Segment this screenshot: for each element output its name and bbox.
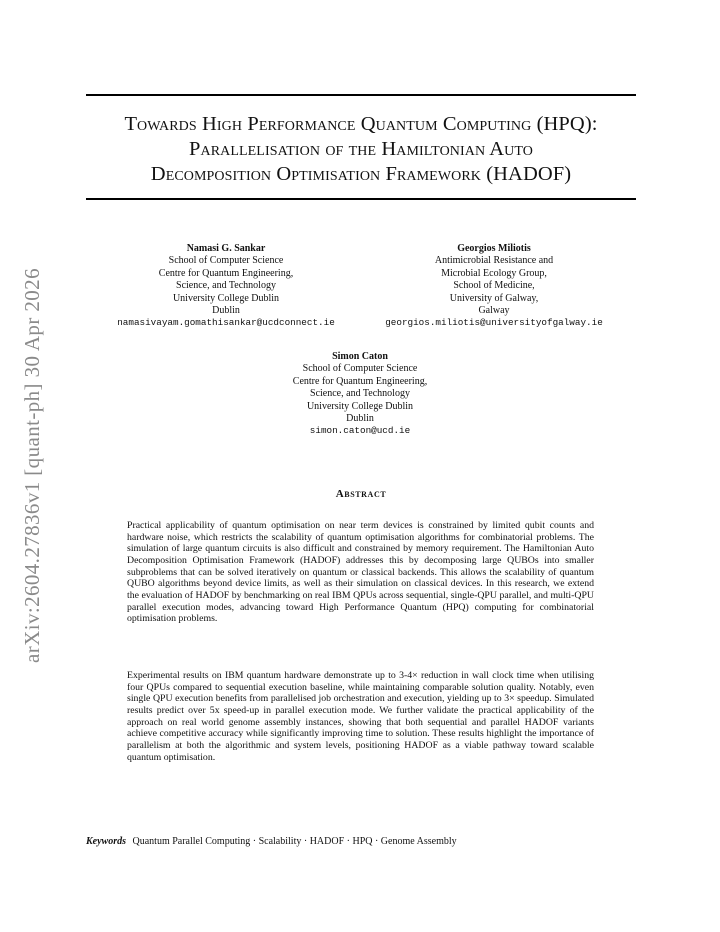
title-line-1: Towards High Performance Quantum Computing (HPQ): <box>124 113 598 135</box>
author-affiliation-line: Galway <box>478 305 510 317</box>
author-name: Simon Caton <box>332 351 388 362</box>
author-affiliation-line: School of Medicine, <box>453 280 535 292</box>
author-block-caton <box>230 351 490 438</box>
author-name: Namasi G. Sankar <box>186 243 266 254</box>
keywords-line <box>86 836 457 847</box>
author-affiliation-line: Centre for Quantum Engineering, <box>292 375 428 387</box>
author-affiliation-line: Centre for Quantum Engineering, <box>158 267 294 279</box>
author-affiliation-line: Dublin <box>346 413 374 425</box>
title-line-2: Parallelisation of the Hamiltonian Auto <box>188 138 533 160</box>
paper-title <box>86 112 636 187</box>
author-affiliation-line: Dublin <box>212 305 240 317</box>
keywords-label: Keywords <box>86 836 126 847</box>
author-affiliation-line: School of Computer Science <box>168 255 284 267</box>
abstract-heading: Abstract <box>335 488 387 500</box>
keywords-list: Quantum Parallel Computing · Scalability · HADOF · HPQ · Genome Assembly <box>132 836 457 847</box>
author-name: Georgios Miliotis <box>457 243 531 254</box>
author-affiliation-line: University of Galway, <box>449 292 539 304</box>
title-bottom-rule <box>86 198 636 200</box>
author-affiliation-line: Microbial Ecology Group, <box>441 267 547 279</box>
author-affiliation-line: University College Dublin <box>306 400 414 412</box>
author-email[interactable]: simon.caton@ucd.ie <box>309 425 411 437</box>
author-block-miliotis <box>364 243 624 330</box>
author-affiliation-line: School of Computer Science <box>302 363 418 375</box>
author-email[interactable]: namasivayam.gomathisankar@ucdconnect.ie <box>117 317 335 329</box>
abstract-paragraph-1: Practical applicability of quantum optimisation on near term devices is constrained by limited qubit counts and hardware noise, which restricts the scalability of quantum optimisation algorithms for combinatorial problems. The simulation of large quantum circuits is also difficult and constrained by memory requirement. The Hamiltonian Auto Decomposition Optimisation Framework (HADOF) addresses this by decomposing large QUBOs into smaller subproblems that can be solved iteratively on quantum or classical backends. This allows the scalability of quantum QUBO algorithms beyond device limits, as well as their simulation on classical devices. In this research, we extend the evaluation of HADOF by benchmarking on real IBM QPUs across sequential, single-QPU parallel, and multi-QPU parallel execution modes, advancing toward High Performance Quantum (HPQ) computing for combinatorial optimisation problems. <box>127 519 594 625</box>
author-affiliation-line: Antimicrobial Resistance and <box>434 255 554 267</box>
author-affiliation-line: Science, and Technology <box>176 280 276 292</box>
author-email[interactable]: georgios.miliotis@universityofgalway.ie <box>385 317 603 329</box>
author-block-sankar <box>96 243 356 330</box>
author-affiliation-line: Science, and Technology <box>310 388 410 400</box>
author-affiliation-line: University College Dublin <box>172 292 280 304</box>
arxiv-identifier-sidebar <box>18 245 46 685</box>
arxiv-identifier: arXiv:2604.27836v1 [quant-ph] 30 Apr 2026 <box>19 267 44 663</box>
title-line-3: Decomposition Optimisation Framework (HADOF) <box>150 163 572 185</box>
abstract-paragraph-2: Experimental results on IBM quantum hardware demonstrate up to 3-4× reduction in wall clock time when utilising four QPUs compared to sequential execution baseline, while maintaining comparable solution quality. Notably, even single QPU execution benefits from parallelised job orchestration and execution, yielding up to 3× speedup. Simulated results predict over 5x speed-up in parallel execution mode. We further validate the practical applicability of the approach on real world genome assembly instances, showing that both sequential and parallel HADOF variants achieve competitive accuracy while significantly improving time to solution. These results highlight the importance of parallelism at both the algorithmic and system levels, positioning HADOF as a viable pathway toward scalable quantum optimisation. <box>127 669 594 763</box>
title-top-rule <box>86 94 636 96</box>
